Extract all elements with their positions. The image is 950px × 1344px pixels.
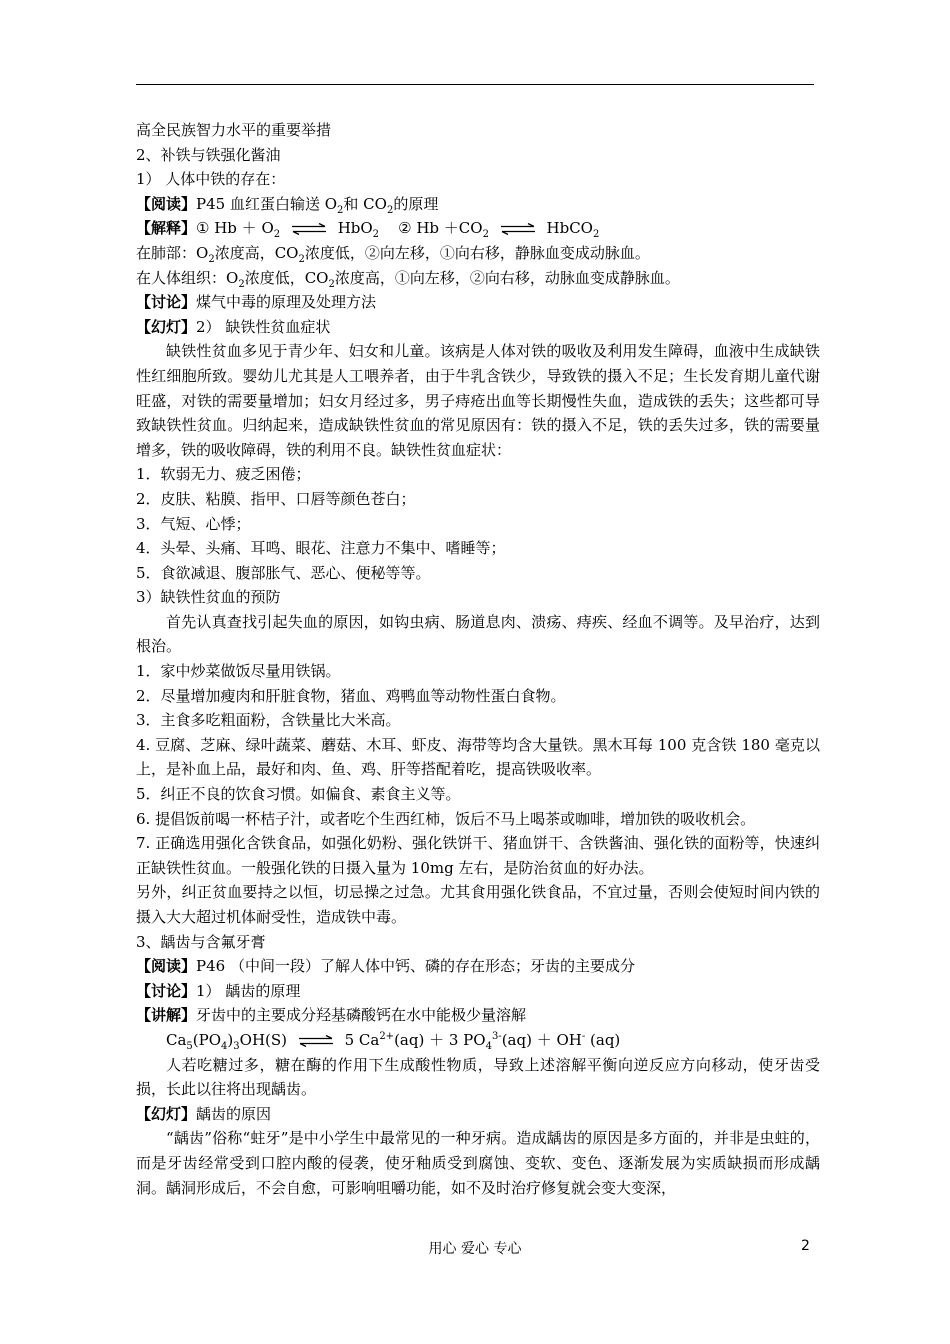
tag-label: 【阅读】	[136, 957, 197, 976]
tag-label: 【讲解】	[136, 1006, 197, 1025]
reading-line: 【阅读】P45 血红蛋白输送 $O_2$和 $CO_2$的原理	[136, 194, 439, 216]
tag-label: 【讨论】	[136, 981, 197, 1000]
tag-label: 【讨论】	[136, 293, 197, 312]
subsection-heading: 3）缺铁性贫血的预防	[136, 588, 281, 607]
list-item: 1．家中炒菜做饭尽量用铁锅。	[136, 662, 341, 681]
list-item: 2．尽量增加瘦肉和肝脏食物，猪血、鸡鸭血等动物性蛋白食物。	[136, 686, 566, 705]
subsection-heading: 1） 人体中铁的存在：	[136, 170, 286, 189]
header-rule	[136, 84, 814, 85]
list-item: 7. 正确选用强化含铁食品，如强化奶粉、强化铁饼干、猪血饼干、含铁酱油、强化铁的面粉等，快速纠正缺铁性贫血。一般强化铁的日摄入量为 10mg 左右，是防治贫血的好办法。	[136, 834, 820, 877]
tag-label: 【解释】	[136, 219, 197, 238]
paragraph: 另外，纠正贫血要持之以恒，切忌操之过急。尤其食用强化铁食品，不宜过量，否则会使短时间内铁的摄入大大超过机体耐受性，造成铁中毒。	[136, 883, 820, 926]
discussion-line: 【讨论】1） 龋齿的原理	[136, 981, 301, 1000]
list-item: 4．头晕、头痛、耳鸣、眼花、注意力不集中、嗜睡等；	[136, 539, 506, 558]
text-line: 在人体组织：$O_2$浓度低，$CO_2$浓度高，①向左移，②向右移，动脉血变成静脉血。	[136, 268, 680, 290]
paragraph: 人若吃糖过多，糖在酶的作用下生成酸性物质，导致上述溶解平衡向逆反应方向移动，使牙齿受损，长此以往将出现龋齿。	[136, 1055, 820, 1099]
tag-label: 【幻灯】	[136, 317, 197, 336]
list-item: 1．软弱无力、疲乏困倦；	[136, 465, 311, 484]
text-line: 高全民族智力水平的重要举措	[136, 121, 332, 139]
page-number: 2	[801, 1238, 810, 1254]
section-heading: 3、龋齿与含氟牙膏	[136, 932, 266, 951]
explanation-equations: 【解释】① $Hb + O_2$ HbO$_2$ ② $Hb +CO_2$ HbCO$_2$	[136, 219, 600, 241]
paragraph: 首先认真查找引起失血的原因，如钩虫病、肠道息肉、溃疡、痔疾、经血不调等。及早治疗，达到根治。	[136, 612, 820, 656]
dissolution-equation: $Ca_5(PO_4)_3OH(S)$ 5 $Ca^{2+}(aq) + 3$ $PO_4^{3-}(aq) + OH^-$ (aq)	[166, 1030, 621, 1052]
equilibrium-arrow-icon	[291, 223, 327, 235]
list-item: 5．食欲减退、腹部胀气、恶心、便秘等等。	[136, 563, 431, 582]
list-item: 3．主食多吃粗面粉，含铁量比大米高。	[136, 711, 401, 730]
equilibrium-arrow-icon	[500, 223, 536, 235]
document-body	[136, 118, 820, 1200]
list-item: 2．皮肤、粘膜、指甲、口唇等颜色苍白；	[136, 489, 416, 508]
list-item: 6. 提倡饭前喝一杯桔子汁，或者吃个生西红柿，饭后不马上喝茶或咖啡，增加铁的吸收机会。	[136, 809, 756, 828]
list-item: 3．气短、心悸；	[136, 514, 251, 533]
list-item: 4. 豆腐、芝麻、绿叶蔬菜、蘑菇、木耳、虾皮、海带等均含大量铁。黑木耳每 100 克含铁 180 毫克以上，是补血上品，最好和肉、鱼、鸡、肝等搭配着吃，提高铁吸收率。	[136, 735, 820, 779]
paragraph: “龋齿”俗称“蛀牙”是中小学生中最常见的一种牙病。造成龋齿的原因是多方面的，并非是虫蛀的，而是牙齿经常受到口腔内酸的侵袭，使牙釉质受到腐蚀、变软、变色、逐渐发展为实质缺损而形成龋洞。龋洞形成后，不会自愈，可影响咀嚼功能，如不及时治疗修复就会变大变深，	[136, 1129, 820, 1197]
text-line: 在肺部：$O_2$浓度高，$CO_2$浓度低，②向左移，①向右移，静脉血变成动脉血。	[136, 243, 650, 265]
footer-motto: 用心 爱心 专心	[428, 1241, 522, 1257]
tag-label: 【阅读】	[136, 194, 197, 213]
slide-line: 【幻灯】龋齿的原因	[136, 1104, 272, 1123]
lecture-line: 【讲解】牙齿中的主要成分羟基磷酸钙在水中能极少量溶解	[136, 1006, 527, 1025]
slide-line: 【幻灯】2） 缺铁性贫血症状	[136, 317, 331, 336]
equilibrium-arrow-icon	[298, 1035, 334, 1047]
reading-line: 【阅读】P46 （中间一段）了解人体中钙、磷的存在形态；牙齿的主要成分	[136, 957, 635, 976]
tag-label: 【幻灯】	[136, 1104, 197, 1123]
discussion-line: 【讨论】煤气中毒的原理及处理方法	[136, 293, 377, 312]
section-heading: 2、补铁与铁强化酱油	[136, 145, 281, 164]
paragraph: 缺铁性贫血多见于青少年、妇女和儿童。该病是人体对铁的吸收及利用发生障碍，血液中生成缺铁性红细胞所致。婴幼儿尤其是人工喂养者，由于牛乳含铁少，导致铁的摄入不足；生长发育期儿童代谢旺盛，对铁的需要量增加；妇女月经过多，男子痔疮出血等长期慢性失血，造成铁的丢失；这些都可导致缺铁性贫血。归纳起来，造成缺铁性贫血的常见原因有：铁的摄入不足，铁的丢失过多，铁的需要量增多，铁的吸收障碍，铁的利用不良。缺铁性贫血症状：	[136, 342, 820, 459]
list-item: 5．纠正不良的饮食习惯。如偏食、素食主义等。	[136, 785, 461, 804]
